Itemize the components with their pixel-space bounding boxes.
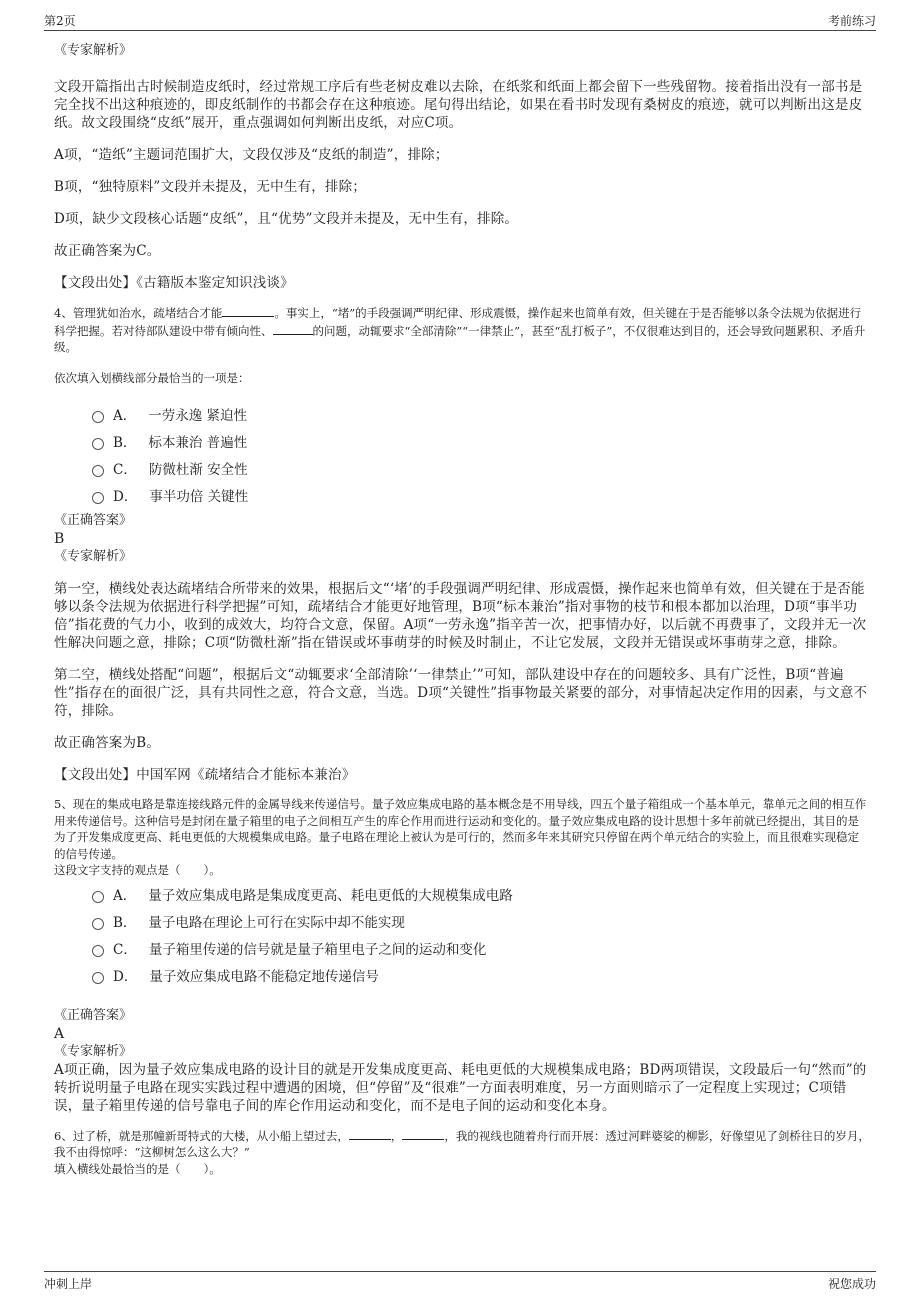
- radio-icon[interactable]: [92, 411, 104, 423]
- question-4-stem: 4、管理犹如治水，疏堵结合才能 。事实上，“堵”的手段强调严明纪律、形成震慑，操作起来也简单有效，但关键在于是否能够以条令法规为依据进行科学把握。若对待部队建设中带有倾向性、 的问题，动辄要求“全部清除”“一律禁止”，甚至“乱打板子”，不仅很难达到目的，还会导致问题累积、矛盾升级。: [54, 306, 866, 354]
- analysis-paragraph: 第一空，横线处表达疏堵结合所带来的效果，根据后文“‘堵’的手段强调严明纪律、形成震慑，操作起来也简单有效，但关键在于是否能够以条令法规为依据进行科学把握”可知，疏堵结合才能更好地管理，B项“标本兼治”指对事物的枝节和根本都加以治理，D项“事半功倍”指花费的气力小，收到的成效大，均符合文意，保留。A项“一劳永逸”指辛苦一次，把事情办好，以后就不再费事了，文段并无一次性解决问题之意，排除；C项“防微杜渐”指在错误或坏事萌芽的时候及时制止，不让它发展，文段并无错误或坏事萌芽之意，排除。: [54, 581, 867, 651]
- analysis-paragraph: A项正确，因为量子效应集成电路的设计目的就是开发集成度更高、耗电更低的大规模集成电路；BD两项错误，文段最后一句“然而”的转折说明量子电路在现实实践过程中遭遇的困境，但“停留”及“很难”一方面表明难度，另一方面则暗示了一定程度上实现过；C项错误，量子箱里传递的信号靠电子间的库仑作用运动和变化，而不是电子间的运动和变化本身。: [54, 1061, 867, 1114]
- page-number: 第2页: [44, 14, 76, 28]
- analysis-label: 《专家解析》: [54, 549, 133, 564]
- option-b[interactable]: B． 标本兼治 普遍性: [92, 427, 870, 454]
- option-a[interactable]: A． 一劳永逸 紧迫性: [92, 400, 870, 427]
- radio-icon[interactable]: [92, 972, 104, 984]
- option-a[interactable]: A． 量子效应集成电路是集成度更高、耗电更低的大规模集成电路: [92, 881, 870, 908]
- blank-line: [273, 322, 313, 335]
- conclusion: 故正确答案为B。: [54, 735, 161, 751]
- source: 【文段出处】中国军网《疏堵结合才能标本兼治》: [54, 767, 356, 783]
- page-header: [44, 10, 876, 31]
- footer-left-text: 冲刺上岸: [44, 1277, 93, 1291]
- analysis-option-b: B项，“独特原料”文段并未提及，无中生有，排除；: [54, 179, 367, 195]
- answer-label: 《正确答案》: [54, 513, 133, 528]
- question-6-prompt: 填入横线处最恰当的是（ ）。: [54, 1161, 221, 1176]
- radio-icon[interactable]: [92, 438, 104, 450]
- option-c[interactable]: C． 量子箱里传递的信号就是量子箱里电子之间的运动和变化: [92, 935, 870, 962]
- analysis-paragraph: 文段开篇指出古时候制造皮纸时，经过常规工序后有些老树皮难以去除，在纸浆和纸面上都会留下一些残留物。接着指出没有一部书是完全找不出这种痕迹的，即皮纸制作的书都会存在这种痕迹。尾句得出结论，如果在看书时发现有桑树皮的痕迹，就可以判断出这是皮纸。故文段围绕“皮纸”展开，重点强调如何判断出皮纸，对应C项。: [54, 79, 863, 131]
- question-5-prompt: 这段文字支持的观点是（ ）。: [54, 863, 221, 877]
- page-content: [54, 40, 870, 1177]
- analysis-option-a: A项，“造纸”主题词范围扩大，文段仅涉及“皮纸的制造”，排除；: [54, 147, 449, 163]
- blank-line: [349, 1127, 391, 1140]
- radio-icon[interactable]: [92, 492, 104, 504]
- analysis-label: 《专家解析》: [54, 43, 133, 58]
- analysis-option-d: D项，缺少文段核心话题“皮纸”，且“优势”文段并未提及，无中生有，排除。: [54, 211, 519, 227]
- analysis-paragraph: 第二空，横线处搭配“问题”，根据后文“动辄要求‘全部清除’‘一律禁止’”可知，部队建设中存在的问题较多、具有广泛性，B项“普遍性”指存在的面很广泛，具有共同性之意，符合文意，当选。D项“关键性”指事物最关紧要的部分，对事情起决定作用的因素，与文意不符，排除。: [54, 667, 868, 719]
- question-5-options: [92, 881, 870, 989]
- radio-icon[interactable]: [92, 918, 104, 930]
- option-d[interactable]: D． 事半功倍 关键性: [92, 481, 870, 508]
- conclusion: 故正确答案为C。: [54, 243, 161, 259]
- blank-line: [222, 304, 274, 317]
- analysis-label: 《专家解析》: [54, 1043, 133, 1059]
- option-c[interactable]: C． 防微杜渐 安全性: [92, 454, 870, 481]
- option-d[interactable]: D． 量子效应集成电路不能稳定地传递信号: [92, 962, 870, 989]
- header-title: 考前练习: [827, 14, 876, 28]
- blank-line: [402, 1127, 444, 1140]
- radio-icon[interactable]: [92, 465, 104, 477]
- answer-value: A: [54, 1025, 65, 1042]
- source: 【文段出处】《古籍版本鉴定知识浅谈》: [54, 275, 294, 291]
- answer-value: B: [54, 531, 65, 547]
- option-b[interactable]: B． 量子电路在理论上可行在实际中却不能实现: [92, 908, 870, 935]
- footer-right-text: 祝您成功: [827, 1277, 876, 1291]
- question-5-stem: 5、现在的集成电路是靠连接线路元件的金属导线来传递信号。量子效应集成电路的基本概念是不用导线，四五个量子箱组成一个基本单元，靠单元之间的相互作用来传递信号。这种信号是封闭在量子箱里的电子之间相互产生的库仑作用而进行运动和变化的。量子效应集成电路的设计思想十多年前就已经提出，其目的是为了开发集成度更高、耗电更低的大规模集成电路。量子电路在理论上被认为是可行的，然而多年来其研究只停留在两个单元结合的实验上，而且很难实现稳定的信号传递。: [54, 797, 867, 861]
- radio-icon[interactable]: [92, 945, 104, 957]
- question-6-stem: 6、过了桥，就是那幢新哥特式的大楼，从小船上望过去， ， ，我的视线也随着舟行而开展：透过河畔婆娑的柳影，好像望见了剑桥往日的岁月，我不由得惊呼：“这柳树怎么这么大？”: [54, 1128, 870, 1159]
- question-4-prompt: 依次填入划横线部分最恰当的一项是：: [54, 370, 250, 385]
- answer-label: 《正确答案》: [54, 1007, 133, 1023]
- question-4-options: [92, 400, 870, 508]
- page-footer: [44, 1271, 876, 1294]
- radio-icon[interactable]: [92, 891, 104, 903]
